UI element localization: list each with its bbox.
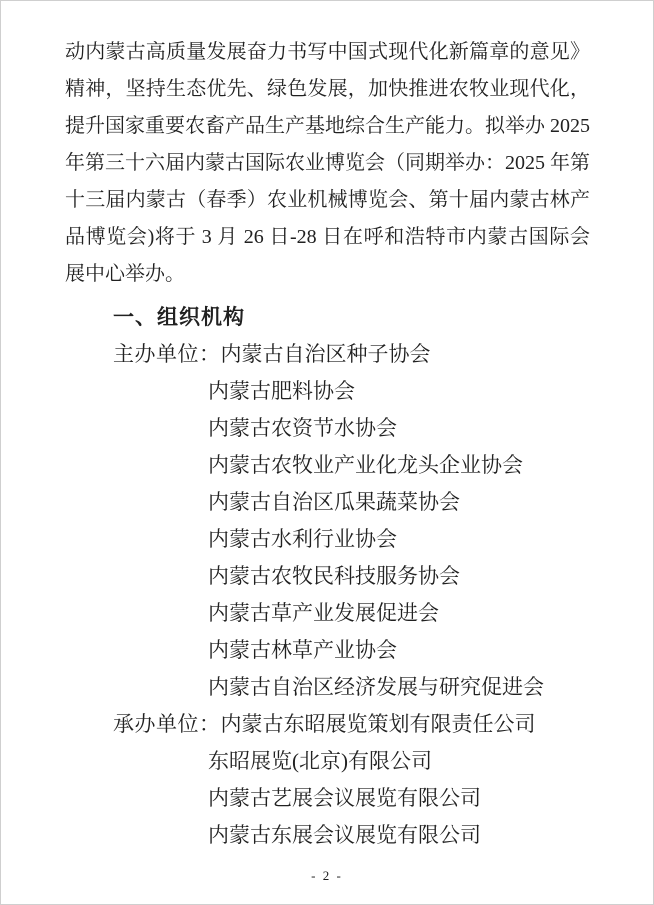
undertaker-item: 东昭展览(北京)有限公司 — [208, 749, 432, 773]
organizer-item: 内蒙古自治区瓜果蔬菜协会 — [208, 490, 460, 514]
organizer-item: 内蒙古自治区经济发展与研究促进会 — [208, 675, 544, 699]
organizers-label: 主办单位： — [113, 342, 221, 366]
paragraph-line: 展中心举办。 — [65, 263, 185, 285]
section-heading-organization: 一、组织机构 — [113, 306, 245, 329]
intro-paragraph — [65, 34, 590, 293]
organizer-item: 内蒙古农牧民科技服务协会 — [208, 564, 460, 588]
page-number: - 2 - — [311, 868, 343, 883]
undertaker-item: 内蒙古东昭展览策划有限责任公司 — [220, 712, 536, 736]
paragraph-line: 动内蒙古高质量发展奋力书写中国式现代化新篇章的意见》 — [65, 41, 590, 63]
organizer-item: 内蒙古农资节水协会 — [208, 416, 397, 440]
paragraph-line: 品博览会)将于 3 月 26 日-28 日在呼和浩特市内蒙古国际会 — [65, 226, 590, 248]
organizer-item: 内蒙古林草产业协会 — [208, 638, 397, 662]
undertakers-label: 承办单位： — [113, 712, 221, 736]
organizer-item: 内蒙古水利行业协会 — [208, 527, 397, 551]
paragraph-line: 提升国家重要农畜产品生产基地综合生产能力。拟举办 2025 — [65, 115, 590, 137]
organizers-first-line — [65, 336, 590, 373]
organizer-item: 内蒙古自治区种子协会 — [220, 342, 431, 366]
undertaker-item: 内蒙古东展会议展览有限公司 — [208, 823, 481, 847]
undertaker-item: 内蒙古艺展会议展览有限公司 — [208, 786, 481, 810]
undertakers-block — [65, 706, 590, 854]
page-content — [1, 1, 653, 854]
organizer-item: 内蒙古草产业发展促进会 — [208, 601, 439, 625]
organizer-item: 内蒙古农牧业产业化龙头企业协会 — [208, 453, 523, 477]
organizers-block — [65, 336, 590, 706]
undertakers-first-line — [65, 706, 590, 743]
paragraph-line: 精神，坚持生态优先、绿色发展，加快推进农牧业现代化， — [65, 78, 590, 100]
paragraph-line: 年第三十六届内蒙古国际农业博览会（同期举办：2025 年第 — [65, 152, 590, 174]
organizer-item: 内蒙古肥料协会 — [208, 379, 355, 403]
paragraph-line: 十三届内蒙古（春季）农业机械博览会、第十届内蒙古林产 — [65, 189, 590, 211]
